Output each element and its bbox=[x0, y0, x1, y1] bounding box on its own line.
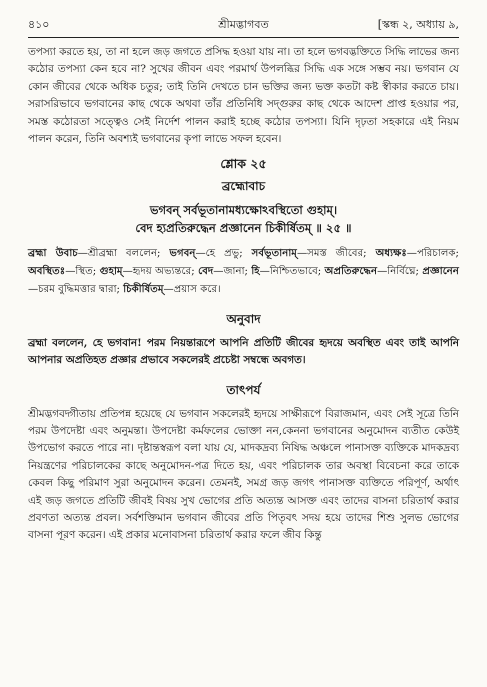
synonym-word: সর্বভূতানাম্ bbox=[251, 247, 297, 260]
synonym-word: চিকীর্ষিতম্ bbox=[123, 283, 164, 296]
synonym-meaning: —জানা; bbox=[213, 266, 252, 278]
synonym-word: অপ্রতিরুদ্ধেন bbox=[324, 265, 378, 278]
page-content bbox=[28, 44, 459, 545]
synonym-meaning: —চরম বুদ্ধিমত্তার দ্বারা; bbox=[28, 284, 124, 296]
page-number: ৪১০ bbox=[28, 18, 50, 31]
translation-text: ব্রহ্মা বললেন, হে ভগবান! পরম নিয়ন্তারূপে আপনি প্রতিটি জীবের হৃদয়ে অবস্থিত এবং তাই আপনি আপনার অপ্রতিহত প্রজ্ঞার প্রভাবে সকলেরই প্রচেষ্টা সম্বন্ধে অবগত। bbox=[28, 336, 459, 367]
purport-heading: তাৎপর্য bbox=[226, 382, 261, 397]
verse-line-1: ভগবন্ সর্বভূতানামধ্যক্ষোঽবস্থিতো গুহাম্। bbox=[149, 203, 338, 218]
synonym-meaning: —সমস্ত জীবের; bbox=[296, 248, 376, 260]
synonym-word: অবস্থিতঃ bbox=[28, 265, 66, 278]
header-rule bbox=[28, 37, 459, 38]
word-meanings bbox=[28, 245, 459, 298]
verse-line-2: বেদ হ্যপ্রতিরুদ্ধেন প্রজ্ঞানেন চিকীর্ষিতম্ ॥ ২৫ ॥ bbox=[135, 221, 352, 236]
purport-continued-paragraph: তপস্যা করতে হয়, তা না হলে জড় জগতে প্রসিদ্ধ হওয়া যায় না। তা হলে ভগবদ্ভক্তিতে সিদ্ধি লাভের জন্য কঠোর তপস্যা কেন হবে না? সুখের জীবন এবং পরমার্থ উপলব্ধির সিদ্ধি এক সঙ্গে সম্ভব নয়। ভগবান যে কোন জীবের থেকে অধিক চতুর; তাই তিনি দেখতে চান ভক্তির জন্য ভক্ত কতটা কষ্ট স্বীকার করতে চায়। সরাসরিভাবে ভগবানের কাছ থেকে অথবা তাঁর প্রতিনিধি সদ্গুরুর কাছ থেকে আদেশ প্রাপ্ত হওয়ার পর, সমস্ত কঠোরতা সত্ত্বেও সেই নির্দেশ পালন করাই হচ্ছে কঠোর তপস্যা। যিনি দৃঢ়তা সহকারে এই নিয়ম পালন করেন, তিনি অবশ্যই ভগবানের কৃপা লাভে সফল হবেন। bbox=[28, 46, 459, 146]
synonym-word: ভগবন্ bbox=[169, 247, 196, 260]
book-title: শ্রীমদ্ভাগবত bbox=[218, 18, 269, 31]
synonym-meaning: —শ্রীব্রহ্মা বললেন; bbox=[77, 248, 170, 260]
synonym-meaning: —হে প্রভু; bbox=[195, 248, 252, 260]
synonym-word: ব্রহ্মা উবাচ bbox=[28, 247, 78, 260]
synonym-word: প্রজ্ঞানেন bbox=[422, 265, 459, 278]
verse-speaker: ব্রহ্মোবাচ bbox=[221, 179, 266, 194]
synonym-meaning: —প্রয়াস করে। bbox=[163, 284, 221, 296]
synonym-word: বেদ bbox=[198, 265, 214, 278]
synonym-word: গুহাম্ bbox=[99, 265, 123, 278]
synonym-meaning: —পরিচালক; bbox=[406, 248, 459, 260]
synonym-meaning: —নিশ্চিতভাবে; bbox=[259, 266, 325, 278]
page-header bbox=[28, 16, 459, 36]
synonym-meaning: —স্থিত; bbox=[65, 266, 100, 278]
purport-paragraph: শ্রীমদ্ভগবদ্গীতায় প্রতিপন্ন হয়েছে যে ভগবান সকলেরই হৃদয়ে সাক্ষীরূপে বিরাজমান, এবং সেই সূত্রে তিনি পরম উপদেষ্টা এবং অনুমন্তা। উপদেষ্টা কর্মফলের ভোক্তা নন,কেননা ভগবানের অনুমোদন ব্যতীত কেউই উপভোগ করতে পারে না। দৃষ্টান্তস্বরূপ বলা যায় যে, মাদকদ্রব্য নিষিদ্ধ অঞ্চলে পানাসক্ত ব্যক্তিকে মাদকদ্রব্য নিয়ন্ত্রণের পরিচালকের কাছে অনুমোদন-পত্র দিতে হয়, এবং পরিচালক তার অবস্থা বিবেচনা করে তাকে কেবল কিছু পরিমাণ সুরা অনুমোদন করেন। তেমনই, সমগ্র জড় জগৎ পানাসক্ত ব্যক্তিতে পরিপূর্ণ, অর্থাৎ এই জড় জগতে প্রতিটি জীবই বিষয় সুখ ভোগের প্রতি অত্যন্ত আসক্ত এবং তাদের বাসনা চরিতার্থ করার প্রবণতা অত্যন্ত প্রবল। সর্বশক্তিমান ভগবান জীবের প্রতি পিতৃবৎ সদয় হয়ে তাদের শিশু সুলভ ভোগের বাসনা পূরণ করেন। এই প্রকার মনোবাসনা চরিতার্থ করার ফলে জীব কিন্তু bbox=[28, 407, 459, 542]
synonym-word: অধ্যক্ষঃ bbox=[375, 247, 407, 260]
synonym-meaning: —হৃদয় অভ্যন্তরে; bbox=[122, 266, 199, 278]
translation-heading: অনুবাদ bbox=[226, 311, 261, 326]
synonym-meaning: —নির্বিঘ্নে; bbox=[377, 266, 423, 278]
synonym-word: হি bbox=[251, 265, 260, 278]
chapter-reference: [স্কন্ধ ২, অধ্যায় ৯, bbox=[377, 18, 459, 31]
verse-heading: শ্লোক ২৫ bbox=[220, 156, 267, 172]
